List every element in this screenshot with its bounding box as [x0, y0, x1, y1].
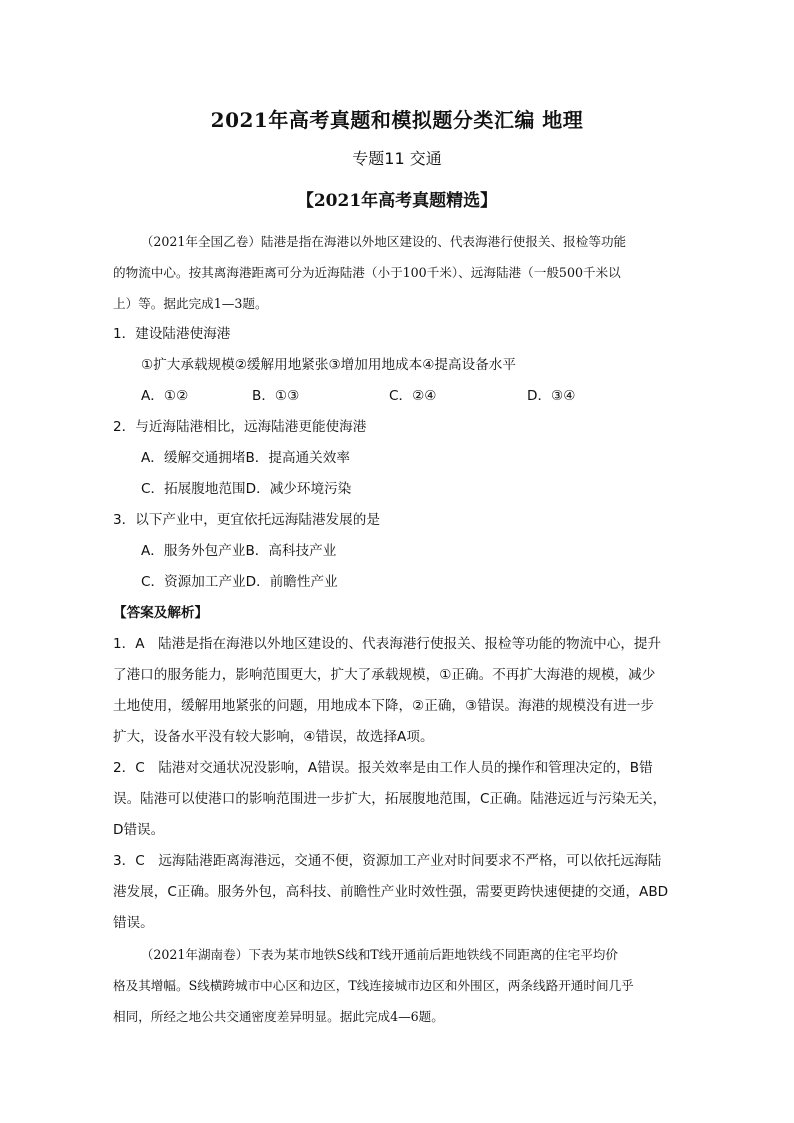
question-options-row: C．拓展腹地范围D．减少环境污染 [141, 481, 352, 497]
answer-line: 误。陆港可以使港口的影响范围进一步扩大，拓展腹地范围，C正确。陆港远近与污染无关， [113, 791, 667, 807]
intro-line: （2021年全国乙卷）陆港是指在海港以外地区建设的、代表海港行使报关、报检等功能 [140, 234, 627, 249]
option-c: C．②④ [389, 388, 437, 404]
answer-3 [113, 846, 683, 939]
question-options-row: A．服务外包产业B．高科技产业 [141, 543, 337, 559]
option-d: D．③④ [527, 388, 576, 404]
intro-line: 上）等。据此完成1—3题。 [113, 296, 268, 311]
question-1 [113, 319, 683, 412]
question-options [113, 381, 683, 412]
intro-line: 相同，所经之地公共交通密度差异明显。据此完成4—6题。 [113, 1009, 444, 1024]
option-b: B．①③ [252, 388, 300, 404]
option-a: A．①② [141, 388, 189, 404]
document-subtitle: 专题11 交通 [352, 149, 442, 168]
question-options-row: C．资源加工产业D．前瞻性产业 [141, 574, 338, 590]
answer-line: 错误。 [113, 915, 154, 931]
answer-line: 了港口的服务能力，影响范围更大，扩大了承载规模，①正确。不再扩大海港的规模，减少 [113, 667, 656, 683]
section-heading: 【2021年高考真题精选】 [296, 191, 498, 211]
answer-2 [113, 753, 683, 846]
answer-line: D错误。 [113, 822, 165, 838]
document-title: 2021年高考真题和模拟题分类汇编 地理 [210, 108, 584, 132]
question-options-row: A．缓解交通拥堵B．提高通关效率 [141, 450, 350, 466]
answer-line: 1．A 陆港是指在海港以外地区建设的、代表海港行使报关、报检等功能的物流中心，提升 [113, 636, 662, 652]
answer-line: 2．C 陆港对交通状况没影响，A错误。报关效率是由工作人员的操作和管理决定的，B错 [113, 760, 653, 776]
intro-line: 格及其增幅。S线横跨城市中心区和边区，T线连接城市边区和外围区，两条线路开通时间几乎 [113, 978, 634, 993]
answer-line: 3．C 远海陆港距离海港远，交通不便，资源加工产业对时间要求不严格，可以依托远海陆 [113, 853, 662, 869]
answer-heading: 【答案及解析】 [113, 605, 209, 621]
question-choices: ①扩大承载规模②缓解用地紧张③增加用地成本④提高设备水平 [141, 357, 516, 373]
question-stem: 1．建设陆港使海港 [113, 326, 231, 342]
answer-line: 土地使用，缓解用地紧张的问题，用地成本下降，②正确，③错误。海港的规模没有进一步 [113, 698, 654, 714]
question-group-2-intro [113, 939, 683, 1032]
intro-line: 的物流中心。按其离海港距离可分为近海陆港（小于100千米）、远海陆港（一般500千米以 [113, 265, 621, 280]
answer-line: 扩大，设备水平没有较大影响，④错误，故选择A项。 [113, 729, 434, 745]
question-2 [113, 412, 683, 505]
question-stem: 2．与近海陆港相比，远海陆港更能使海港 [113, 419, 367, 435]
question-group-1-intro [113, 226, 683, 319]
question-3 [113, 505, 683, 598]
document-body [113, 226, 683, 1032]
question-stem: 3．以下产业中，更宜依托远海陆港发展的是 [113, 512, 380, 528]
answer-line: 港发展，C正确。服务外包，高科技、前瞻性产业时效性强，需要更跨快速便捷的交通，ABD [113, 884, 669, 900]
intro-line: （2021年湖南卷）下表为某市地铁S线和T线开通前后距地铁线不同距离的住宅平均价 [140, 947, 618, 962]
answer-1 [113, 629, 683, 753]
